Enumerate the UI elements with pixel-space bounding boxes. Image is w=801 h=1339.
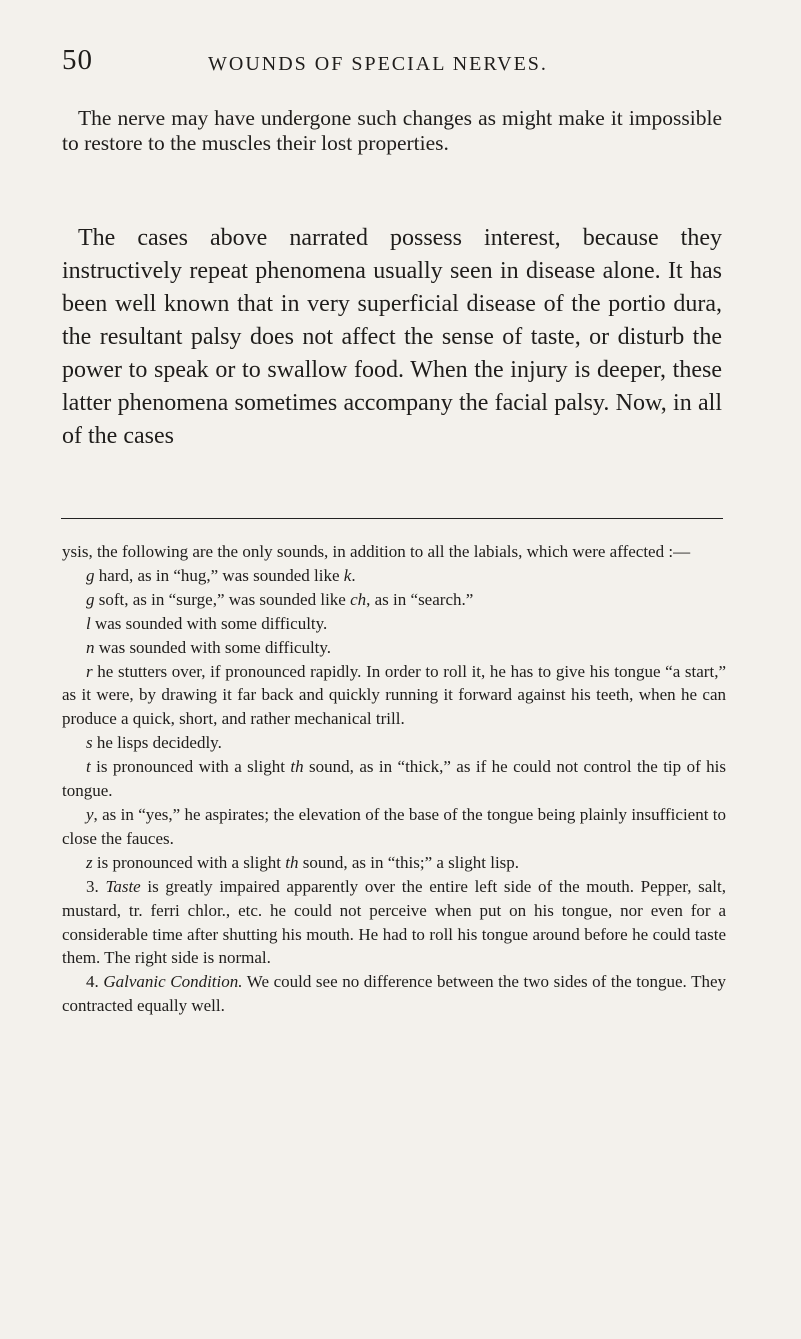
item-title: Galvanic Condition. xyxy=(103,972,243,992)
item-number: 3. xyxy=(86,876,106,896)
sound-text: is pronounced with a slight xyxy=(92,852,286,872)
sound-text: was sounded with some difficulty. xyxy=(90,613,328,633)
sound-letter: z xyxy=(86,852,93,872)
numbered-item xyxy=(62,970,726,1018)
intro-paragraph: The nerve may have undergone such changes as might make it impossible to restore to the muscles their lost properties. xyxy=(62,106,722,155)
sound-entry xyxy=(62,636,726,660)
sound-tail: sound, as in “this;” a slight lisp. xyxy=(298,852,520,872)
sound-letter: r xyxy=(86,661,93,681)
sound-entry xyxy=(62,755,726,803)
sound-text: he lisps decidedly. xyxy=(92,733,222,753)
main-paragraph: The cases above narrated possess interest, because they instructively repeat phenomena usually seen in disease alone. It has been well known that in very superficial disease of the portio dura, the resultant palsy does not affect the sense of taste, or disturb the power to speak or to swallow food. When the injury is deeper, these latter phenomena sometimes accompany the facial palsy. Now, in all of the cases xyxy=(62,225,722,449)
sound-italic: th xyxy=(285,852,299,872)
footnote-divider xyxy=(61,518,723,519)
sound-italic: ch xyxy=(350,589,367,609)
item-text: We could see no difference between the two sides of the tongue. They contracted equally well. xyxy=(62,972,726,1016)
sound-text: he stutters over, if pronounced rapidly. In order to roll it, he has to give his tongue “a start,” as it were, by drawing it far back and quickly running it forward against his teeth, when he can produce a quick, short, and rather mechanical trill. xyxy=(62,661,726,729)
item-number: 4. xyxy=(86,972,104,992)
sound-letter: g xyxy=(86,565,95,585)
sound-entry xyxy=(62,612,726,636)
running-head: WOUNDS OF SPECIAL NERVES. xyxy=(208,53,548,75)
sound-entry xyxy=(62,731,726,755)
sound-tail: , as in “search.” xyxy=(366,589,474,609)
sound-entry xyxy=(62,851,726,875)
sound-tail: sound, as in “thick,” as if he could not control the tip of his tongue. xyxy=(62,757,726,801)
sound-italic: k xyxy=(343,565,352,585)
sound-letter: y xyxy=(86,804,94,824)
footnote-block xyxy=(62,540,726,1018)
sounds-list xyxy=(62,564,726,875)
sound-entry xyxy=(62,564,726,588)
item-text: is greatly impaired apparently over the entire left side of the mouth. Pepper, salt, mustard, tr. ferri chlor., etc. he could not perceive when put on his tongue, nor even for a considerable time after shutting his mouth. He had to roll his tongue around before he could taste them. The right side is normal. xyxy=(62,876,727,968)
sound-entry xyxy=(62,803,726,851)
footnote-lead: ysis, the following are the only sounds, in addition to all the labials, which were affected :— xyxy=(62,542,691,561)
sound-letter: l xyxy=(86,613,91,633)
sound-text: hard, as in “hug,” was sounded like xyxy=(94,565,344,585)
sound-letter: n xyxy=(86,637,95,657)
sound-italic: th xyxy=(290,757,304,777)
sound-text: soft, as in “surge,” was sounded like xyxy=(94,589,351,609)
sound-entry xyxy=(62,588,726,612)
sound-text: is pronounced with a slight xyxy=(90,757,291,777)
item-title: Taste xyxy=(105,876,141,896)
sound-letter: g xyxy=(86,589,95,609)
sound-entry xyxy=(62,660,726,732)
main-paragraph-block xyxy=(62,222,722,453)
sound-text: , as in “yes,” he aspirates; the elevation of the base of the tongue being plainly insufficient to close the fauces. xyxy=(62,804,726,848)
numbered-item xyxy=(62,875,726,971)
intro-paragraph-block xyxy=(62,106,722,156)
sound-letter: s xyxy=(86,733,93,753)
sound-letter: t xyxy=(86,757,91,777)
page-number: 50 xyxy=(62,44,93,76)
page-header xyxy=(62,44,742,84)
numbered-items xyxy=(62,875,726,1018)
sound-text: was sounded with some difficulty. xyxy=(94,637,332,657)
sound-tail: . xyxy=(351,565,356,585)
